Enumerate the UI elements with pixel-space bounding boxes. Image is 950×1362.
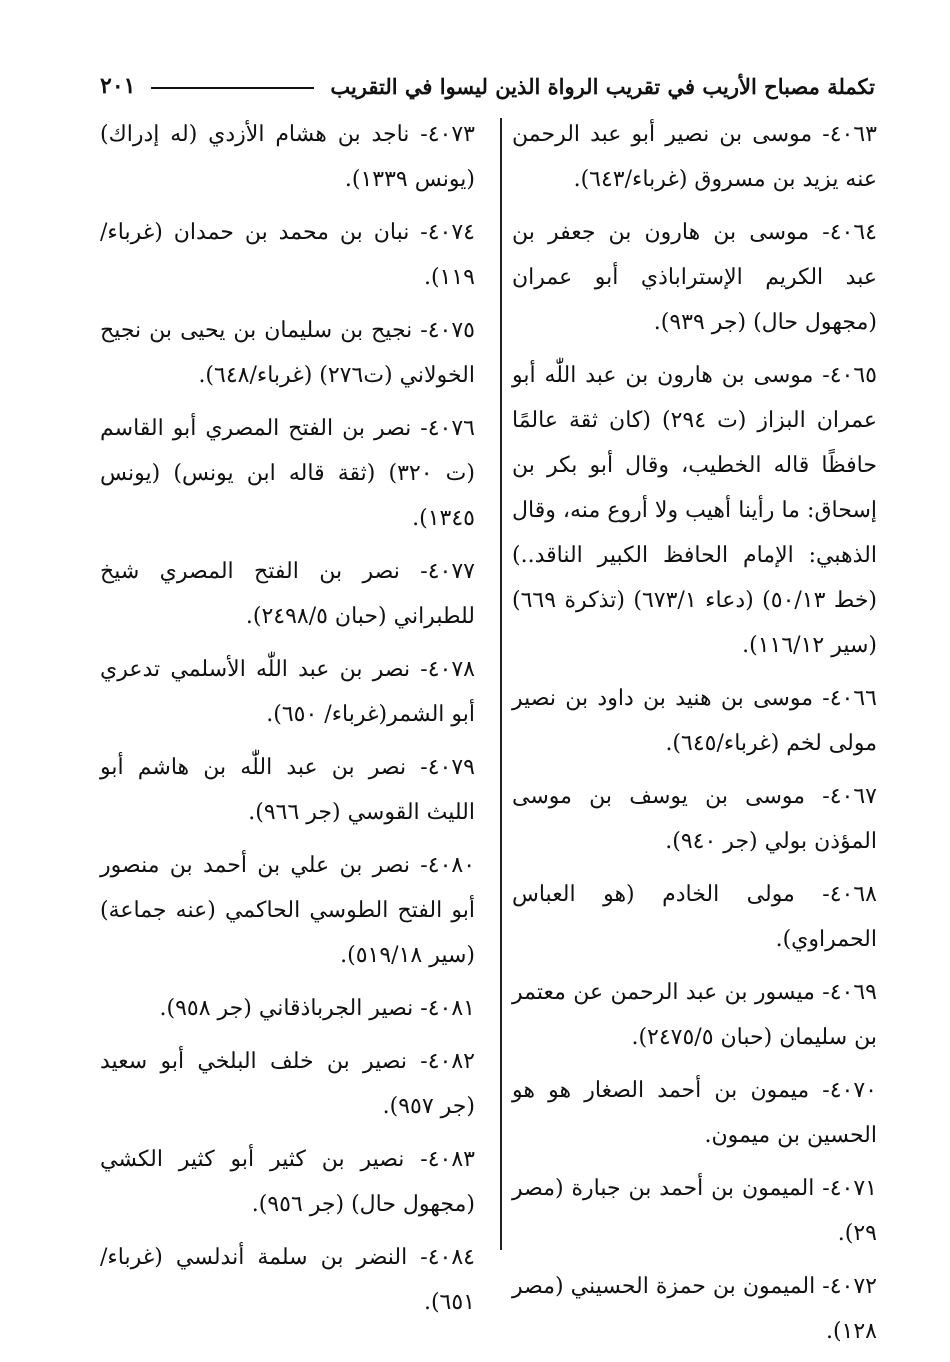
entry-number: ٤٠٨٢ — [427, 1049, 475, 1074]
entry-dash: - — [409, 122, 428, 147]
entry-text: نصر بن عبد اللّٰه بن هاشم أبو الليث القوسي (جر ٩٦٦). — [100, 755, 475, 825]
entry-number: ٤٠٨٣ — [427, 1147, 475, 1172]
page-number: ٢٠١ — [100, 73, 136, 99]
right-column — [512, 112, 877, 1362]
entry-text: نصر بن علي بن أحمد بن منصور أبو الفتح الطوسي الحاكمي (عنه جماعة) (سير ٥١٩/١٨). — [100, 853, 475, 968]
entry-number: ٤٠٦٨ — [829, 882, 877, 907]
biography-entry — [100, 406, 475, 541]
entry-text: ناجد بن هشام الأزدي (له إدراك) (يونس ١٣٣٩). — [100, 122, 475, 192]
entry-dash: - — [409, 220, 428, 245]
entry-text: نصير بن خلف البلخي أبو سعيد (جر ٩٥٧). — [100, 1049, 475, 1119]
entry-number: ٤٠٨١ — [427, 996, 475, 1021]
entry-text: ميسور بن عبد الرحمن عن معتمر بن سليمان (حبان ٢٤٧٥/٥). — [512, 980, 877, 1050]
biography-entry — [100, 1235, 475, 1325]
biography-entry — [100, 1039, 475, 1129]
entry-text: الميمون بن أحمد بن جبارة (مصر ٢٩). — [512, 1176, 877, 1246]
biography-entry — [512, 210, 877, 345]
entry-dash: - — [805, 784, 830, 809]
biography-entry — [100, 843, 475, 978]
entry-dash: - — [407, 1049, 428, 1074]
entry-text: نصر بن عبد اللّٰه الأسلمي تدعري أبو الشمر(غرباء/ ٦٥٠). — [100, 657, 475, 727]
entry-number: ٤٠٧٧ — [427, 559, 475, 584]
entry-dash: - — [814, 980, 830, 1005]
entry-dash: - — [812, 122, 830, 147]
entry-dash: - — [814, 1176, 830, 1201]
biography-entry — [100, 986, 475, 1031]
column-divider — [500, 118, 502, 1250]
entry-text: نجيح بن سليمان بن يحيى بن نجيح الخولاني (ت٢٧٦) (غرباء/٦٤٨). — [100, 318, 475, 388]
entry-text: موسى بن هارون بن عبد اللّٰه أبو عمران البزاز (ت ٢٩٤) (كان ثقة عالمًا حافظًا قاله الخطيب، وقال أبو بكر بن إسحاق: ما رأينا أهيب ولا أروع منه، وقال الذهبي: الإمام الحافظ الكبير الناقد..) (خط ٥٠/١٣) (دعاء ٦٧٣/١) (تذكرة ٦٦٩) (سير ١١٦/١٢). — [512, 363, 878, 658]
entry-dash: - — [794, 882, 830, 907]
entry-number: ٤٠٦٧ — [829, 784, 877, 809]
entry-dash: - — [411, 416, 428, 441]
biography-entry — [512, 1068, 877, 1158]
biography-entry — [512, 676, 877, 766]
biography-entry — [512, 872, 877, 962]
entry-dash: - — [407, 1245, 428, 1270]
left-column — [100, 112, 475, 1333]
biography-entry — [100, 647, 475, 737]
entry-dash: - — [412, 318, 428, 343]
biography-entry — [512, 1264, 877, 1354]
biography-entry — [512, 1166, 877, 1256]
entry-text: نصير الجرباذقاني (جر ٩٥٨). — [159, 996, 414, 1021]
page-header — [100, 66, 875, 106]
entry-text: موسى بن يوسف بن موسى المؤذن بولي (جر ٩٤٠). — [512, 784, 877, 854]
biography-entry — [512, 970, 877, 1060]
entry-number: ٤٠٦٩ — [829, 980, 877, 1005]
entry-dash: - — [410, 853, 428, 878]
header-rule — [151, 87, 314, 89]
entry-dash: - — [809, 1078, 830, 1103]
entry-number: ٤٠٧٦ — [427, 416, 475, 441]
entry-dash: - — [404, 1147, 428, 1172]
entry-number: ٤٠٧٩ — [427, 755, 475, 780]
entry-text: الميمون بن حمزة الحسيني (مصر ١٢٨). — [512, 1274, 877, 1344]
biography-entry — [512, 774, 877, 864]
biography-entry — [100, 210, 475, 300]
entry-number: ٤٠٧٣ — [427, 122, 475, 147]
entry-text: نصير بن كثير أبو كثير الكشي (مجهول حال) (جر ٩٥٦). — [100, 1147, 475, 1217]
entry-number: ٤٠٦٦ — [829, 686, 877, 711]
entry-number: ٤٠٧٢ — [829, 1274, 877, 1299]
entry-dash: - — [413, 996, 428, 1021]
entry-text: موسى بن هنيد بن داود بن نصير مولى لخم (غرباء/٦٤٥). — [512, 686, 877, 756]
entry-dash: - — [815, 1274, 830, 1299]
biography-entry — [512, 353, 877, 668]
biography-entry — [100, 112, 475, 202]
entry-text: نصر بن الفتح المصري شيخ للطبراني (حبان ٢٤٩٨/٥). — [100, 559, 475, 629]
entry-text: النضر بن سلمة أندلسي (غرباء/ ٦٥١). — [100, 1245, 475, 1315]
entry-number: ٤٠٧٥ — [427, 318, 475, 343]
biography-entry — [100, 549, 475, 639]
entry-number: ٤٠٦٣ — [829, 122, 877, 147]
entry-number: ٤٠٧٤ — [427, 220, 475, 245]
entry-dash: - — [410, 657, 428, 682]
biography-entry — [512, 112, 877, 202]
entry-dash: - — [406, 755, 428, 780]
entry-number: ٤٠٨٤ — [427, 1245, 475, 1270]
entry-number: ٤٠٨٠ — [427, 853, 476, 878]
entry-dash: - — [813, 686, 830, 711]
biography-entry — [100, 1137, 475, 1227]
entry-text: مولى الخادم (هو العباس الحمراوي). — [512, 882, 877, 952]
entry-dash: - — [813, 363, 830, 388]
entry-dash: - — [809, 220, 830, 245]
entry-number: ٤٠٦٤ — [829, 220, 877, 245]
running-title: تكملة مصباح الأريب في تقريب الرواة الذين ليسوا في التقريب — [330, 73, 875, 99]
entry-number: ٤٠٧١ — [829, 1176, 877, 1201]
entry-number: ٤٠٧٠ — [829, 1078, 877, 1103]
entry-number: ٤٠٧٨ — [427, 657, 475, 682]
entry-text: نصر بن الفتح المصري أبو القاسم (ت ٣٢٠) (ثقة قاله ابن يونس) (يونس ١٣٤٥). — [100, 416, 475, 531]
biography-entry — [100, 308, 475, 398]
entry-number: ٤٠٦٥ — [829, 363, 877, 388]
entry-text: ميمون بن أحمد الصغار هو هو الحسين بن ميمون. — [512, 1078, 877, 1148]
entry-text: موسى بن هارون بن جعفر بن عبد الكريم الإسترابا‌ذي أبو عمران (مجهول حال) (جر ٩٣٩). — [512, 220, 877, 335]
entry-dash: - — [399, 559, 428, 584]
entry-text: نبان بن محمد بن حمدان (غرباء/١١٩). — [100, 220, 475, 290]
biography-entry — [100, 745, 475, 835]
entry-text: موسى بن نصير أبو عبد الرحمن عنه يزيد بن مسروق (غرباء/٦٤٣). — [512, 122, 877, 192]
